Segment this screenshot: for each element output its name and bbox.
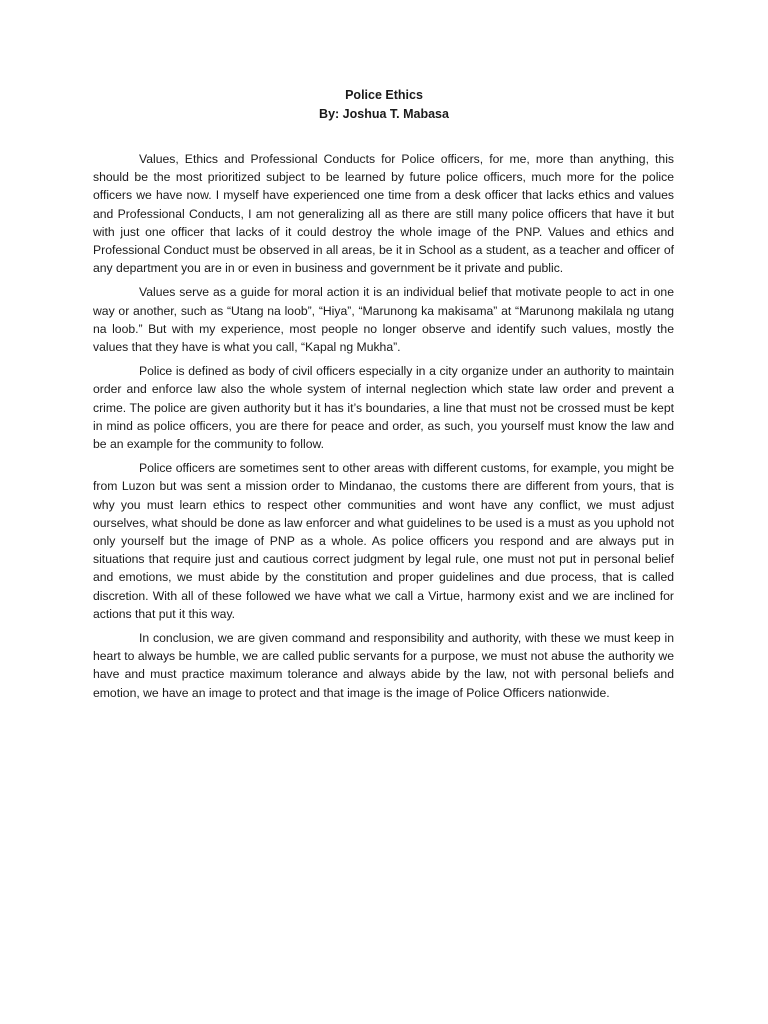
- paragraph-2: Values serve as a guide for moral action it is an individual belief that motivate people to act in one way or another, such as “Utang na loob”, “Hiya”, “Marunong ka makisama” at “Marunong makilala ng utang na loob.” But with my experience, most people no longer observe and identify such values, mostly the values that they have is what you call, “Kapal ng Mukha”.: [93, 285, 674, 355]
- paragraph-4: Police officers are sometimes sent to other areas with different customs, for example, you might be from Luzon but was sent a mission order to Mindanao, the customs there are different from yours, that is why you must learn ethics to respect other communities and wont have any conflict, we must adjust ourselves, what should be done as law enforcer and what guidelines to be used is a must as you uphold not only yourself but the image of PNP as a whole. As police officers you respond and are always put in situations that require just and cautious correct judgment by legal rule, one must not put in personal belief and emotions, we must abide by the constitution and proper guidelines and due process, that is called discretion. With all of these followed we have what we call a Virtue, harmony exist and we are inclined for actions that put it this way.: [93, 461, 674, 621]
- document-header: [0, 86, 768, 124]
- document-byline: By: Joshua T. Mabasa: [319, 107, 449, 121]
- document-title: Police Ethics: [345, 88, 423, 102]
- paragraph-3: Police is defined as body of civil officers especially in a city organize under an authority to maintain order and enforce law also the whole system of internal neglection which state law order and prevent a crime. The police are given authority but it has it’s boundaries, a line that must not be crossed must be kept in mind as police officers, you are there for peace and order, as such, you yourself must know the law and be an example for the community to follow.: [93, 364, 674, 452]
- paragraph-1: Values, Ethics and Professional Conducts for Police officers, for me, more than anything, this should be the most prioritized subject to be learned by future police officers, much more for the police officers we have now. I myself have experienced one time from a desk officer that lacks ethics and values and Professional Conducts, I am not generalizing all as there are still many police officers that have it but with just one officer that lacks of it could destroy the whole image of the PNP. Values and ethics and Professional Conduct must be observed in all areas, be it in School as a student, as a teacher and officer of any department you are in or even in business and government be it private and public.: [93, 152, 674, 276]
- document-body: [93, 150, 674, 708]
- paragraph-5: In conclusion, we are given command and responsibility and authority, with these we must keep in heart to always be humble, we are called public servants for a purpose, we must not abuse the authority we have and must practice maximum tolerance and always abide by the law, not with personal beliefs and emotion, we have an image to protect and that image is the image of Police Officers nationwide.: [93, 631, 674, 700]
